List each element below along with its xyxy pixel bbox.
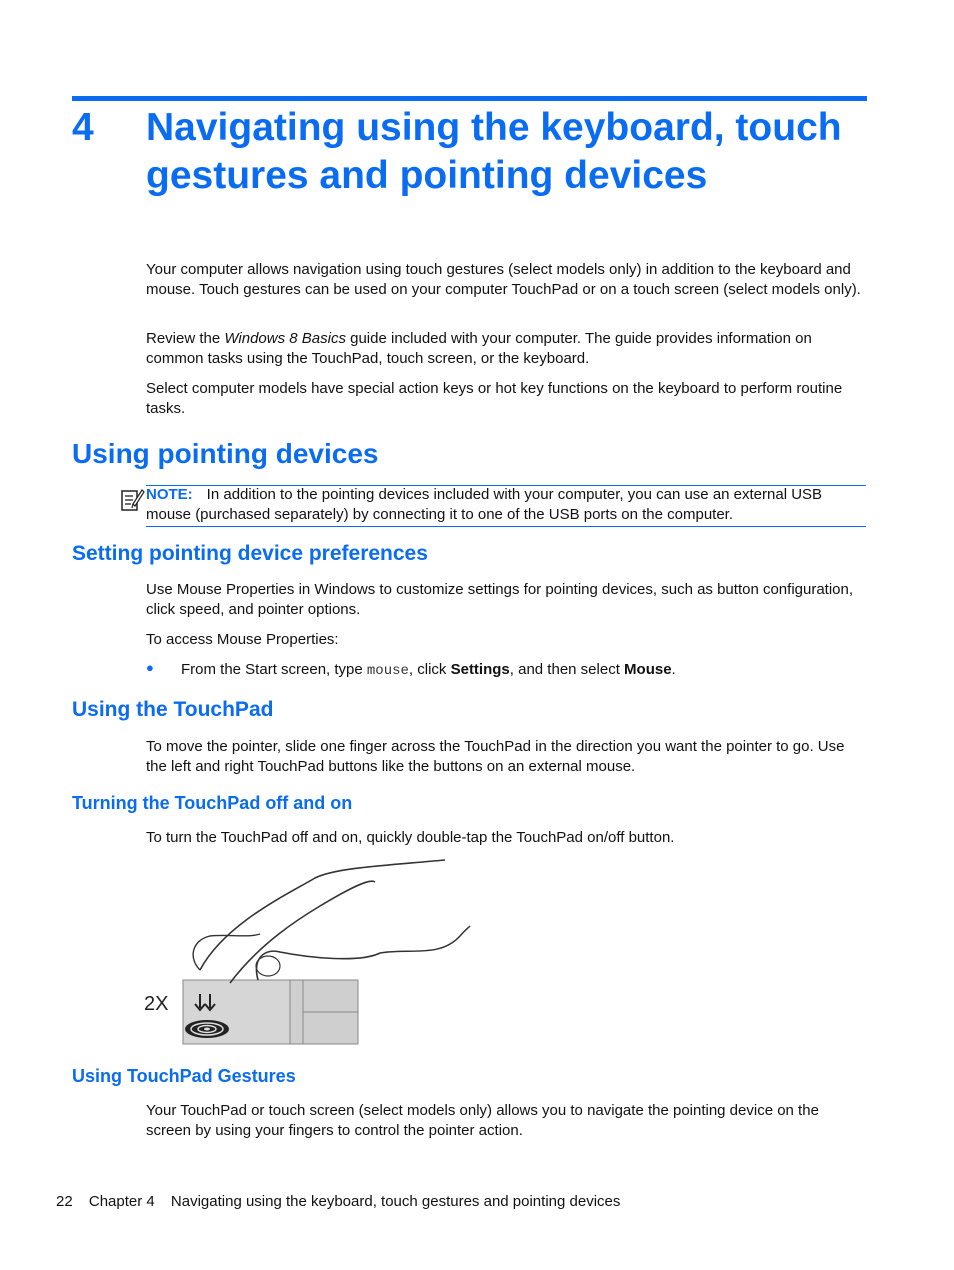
prefs-paragraph-1: Use Mouse Properties in Windows to customize settings for pointing devices, such as button configuration, click speed, and pointer options. bbox=[146, 581, 854, 618]
heading-using-pointing-devices: Using pointing devices bbox=[72, 438, 379, 469]
bullet-icon: ● bbox=[146, 660, 154, 675]
chapter-number: 4 bbox=[72, 106, 94, 149]
touchpad-onoff-button-icon bbox=[185, 1020, 229, 1038]
heading-setting-preferences: Setting pointing device preferences bbox=[72, 542, 428, 565]
touchpad-paragraph: To move the pointer, slide one finger across the TouchPad in the direction you want the pointer to go. Use the left and right TouchPad buttons like the buttons on an external mouse. bbox=[146, 738, 845, 775]
figure-label: 2X bbox=[144, 993, 169, 1015]
intro-paragraph-1: Your computer allows navigation using touch gestures (select models only) in addition to the keyboard and mouse. Touch gestures can be used on your computer TouchPad or on a touch screen (select models only). bbox=[146, 261, 861, 298]
page-number: 22 bbox=[56, 1193, 73, 1210]
gestures-paragraph: Your TouchPad or touch screen (select models only) allows you to navigate the pointing device on the screen by using your fingers to control the pointer action. bbox=[146, 1102, 819, 1139]
note-label: NOTE: bbox=[146, 486, 193, 503]
footer-chapter: Chapter 4 bbox=[88, 1193, 155, 1210]
note-text: NOTE: In addition to the pointing devices included with your computer, you can use an external USB mouse (purchased separately) by connecting it to one of the USB ports on the computer. bbox=[146, 486, 823, 523]
code-mouse: mouse bbox=[366, 663, 409, 679]
intro-paragraph-3: Select computer models have special action keys or hot key functions on the keyboard to perform routine tasks. bbox=[146, 380, 843, 417]
mouse-term: Mouse bbox=[624, 661, 672, 678]
intro-paragraph-2: Review the Windows 8 Basics guide included with your computer. The guide provides information on common tasks using the TouchPad, touch screen, or the keyboard. bbox=[146, 330, 812, 367]
heading-touchpad-off-on: Turning the TouchPad off and on bbox=[72, 793, 353, 813]
onoff-paragraph: To turn the TouchPad off and on, quickly double-tap the TouchPad on/off button. bbox=[146, 829, 675, 846]
prefs-paragraph-2: To access Mouse Properties: bbox=[146, 631, 339, 648]
bullet-item: From the Start screen, type mouse, click Settings, and then select Mouse. bbox=[181, 661, 676, 679]
guide-title: Windows 8 Basics bbox=[224, 330, 346, 347]
settings-term: Settings bbox=[450, 661, 510, 678]
heading-touchpad-gestures: Using TouchPad Gestures bbox=[72, 1066, 296, 1086]
heading-using-touchpad: Using the TouchPad bbox=[72, 698, 274, 721]
chapter-title: Navigating using the keyboard, touch gestures and pointing devices bbox=[146, 106, 842, 197]
chapter-rule bbox=[72, 96, 867, 101]
page-footer bbox=[56, 1192, 632, 1211]
double-tap-illustration bbox=[140, 858, 475, 1050]
footer-title: Navigating using the keyboard, touch gestures and pointing devices bbox=[170, 1193, 621, 1210]
note-icon bbox=[119, 487, 145, 513]
